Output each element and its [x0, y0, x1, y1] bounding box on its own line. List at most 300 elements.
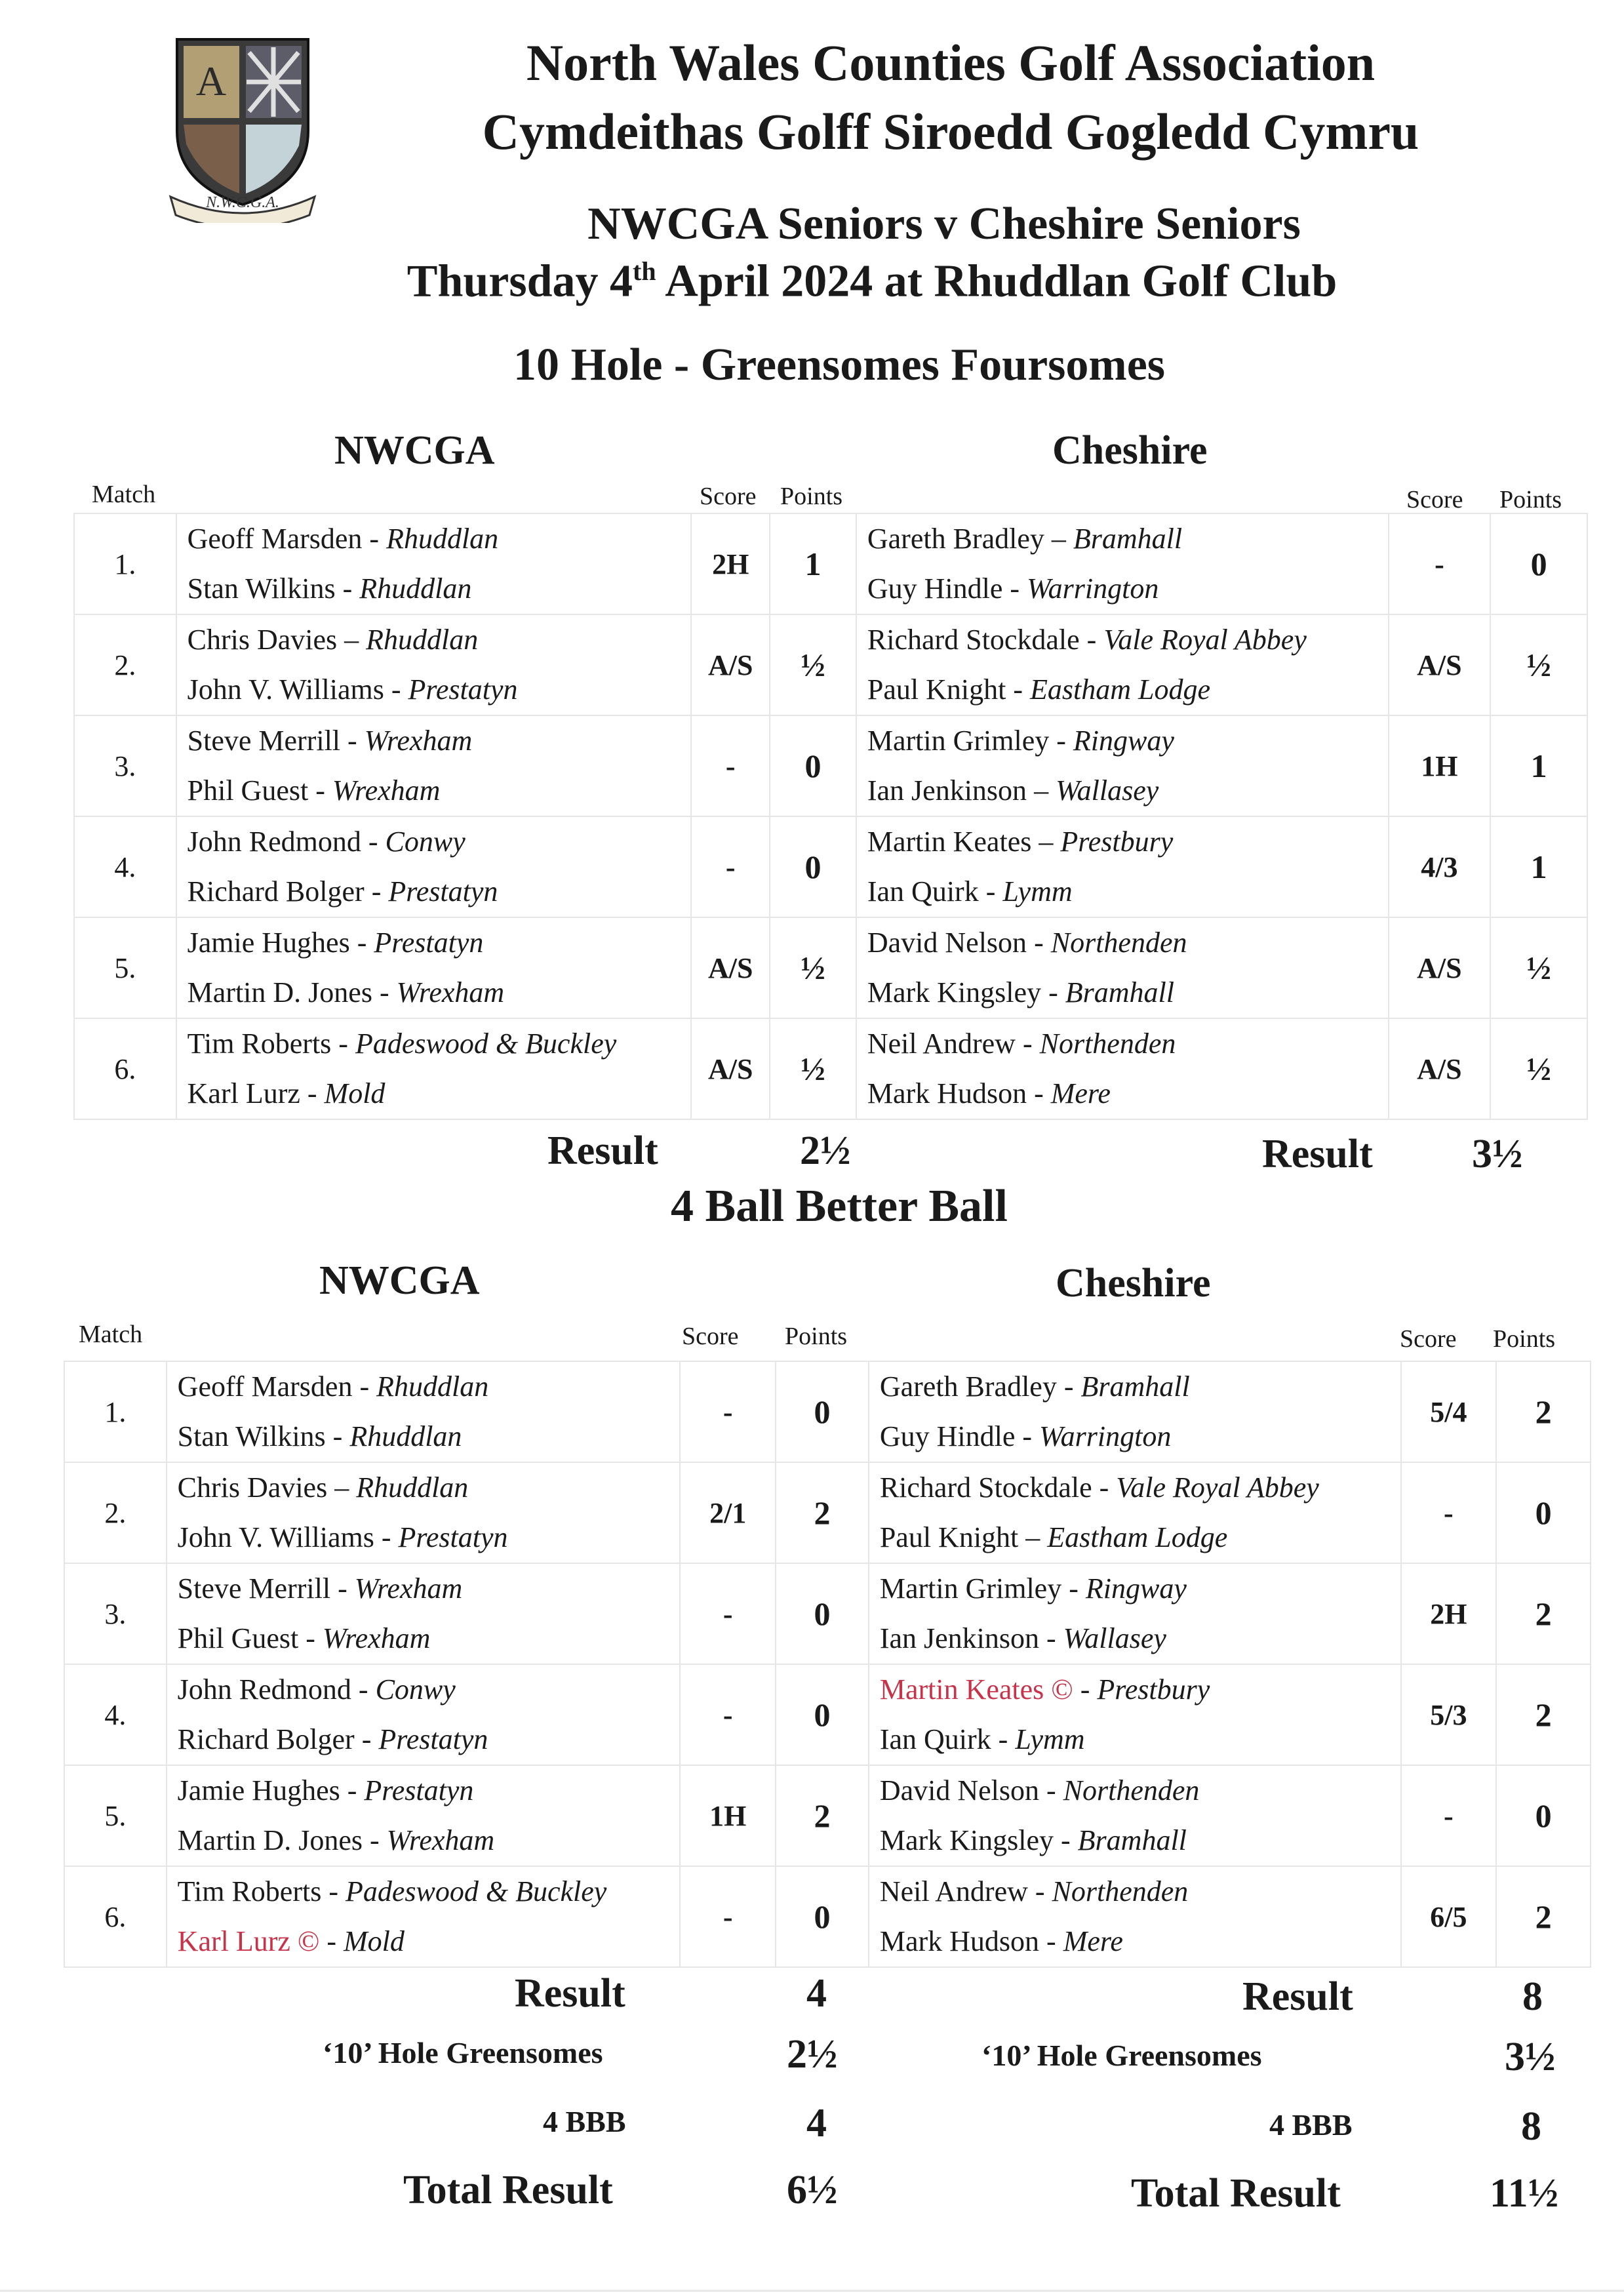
fourball-home-result-label: Result	[515, 1971, 625, 2016]
player-name: Stan Wilkins	[177, 1420, 326, 1452]
player-club: Conwy	[385, 826, 465, 858]
crest-motto-text: N.W.C.G.A.	[206, 194, 279, 211]
match-number: 3.	[74, 715, 176, 816]
name-separator: –	[327, 1471, 357, 1504]
match-row	[74, 614, 1587, 715]
name-separator: -	[340, 725, 365, 757]
fourball-away-points-col-header: Points	[1493, 1325, 1556, 1353]
player-club: Prestatyn	[388, 875, 498, 908]
greensomes-match-col-header: Match	[92, 481, 156, 508]
player-name: Karl Lurz	[187, 1077, 300, 1109]
home-score: 2/1	[680, 1462, 776, 1563]
away-points: 2	[1496, 1563, 1591, 1664]
summary-home-total-value: 6½	[787, 2168, 838, 2212]
player-entry	[880, 1665, 1400, 1715]
summary-away-bbb-value: 8	[1521, 2104, 1541, 2149]
player-entry	[188, 918, 691, 968]
player-entry	[880, 1715, 1400, 1765]
home-points: 2	[776, 1765, 869, 1866]
match-row	[64, 1462, 1591, 1563]
name-separator: -	[1061, 1572, 1086, 1605]
summary-away-bbb-label: 4 BBB	[1269, 2108, 1353, 2142]
name-separator: –	[1027, 774, 1056, 807]
player-entry	[867, 1069, 1388, 1119]
player-entry	[178, 1362, 680, 1412]
greensomes-home-result-label: Result	[547, 1128, 658, 1173]
player-name: Ian Jenkinson	[879, 1622, 1040, 1654]
player-name: John V. Williams	[187, 673, 384, 706]
player-club: Mold	[344, 1925, 405, 1957]
name-separator: -	[325, 1420, 350, 1452]
name-separator: -	[361, 826, 386, 858]
name-separator: –	[1031, 826, 1061, 858]
away-points: 2	[1496, 1664, 1591, 1765]
name-separator: -	[384, 673, 408, 706]
name-separator: -	[1092, 1471, 1117, 1504]
home-points: ½	[770, 1018, 856, 1119]
player-club: Ringway	[1073, 725, 1174, 757]
name-separator: -	[340, 1774, 365, 1806]
greensomes-home-points-col-header: Points	[780, 483, 843, 510]
association-title-english: North Wales Counties Golf Association	[526, 34, 1376, 91]
name-separator: -	[1056, 1370, 1081, 1403]
player-club: Prestbury	[1097, 1673, 1210, 1706]
home-pair	[176, 614, 692, 715]
player-entry	[178, 1614, 680, 1664]
greensomes-away-result-value: 3½	[1472, 1132, 1523, 1176]
home-pair	[167, 1563, 681, 1664]
player-entry	[880, 1766, 1400, 1816]
player-entry	[880, 1614, 1400, 1664]
player-name: John V. Williams	[177, 1521, 374, 1553]
player-name: Jamie Hughes	[187, 927, 350, 959]
home-score: A/S	[691, 917, 770, 1018]
name-separator: -	[319, 1925, 344, 1957]
away-pair	[869, 1563, 1401, 1664]
player-entry	[188, 1019, 691, 1069]
player-name: Mark Hudson	[879, 1925, 1040, 1957]
player-name: Richard Bolger	[177, 1723, 355, 1755]
summary-away-greensomes-label: ‘10’ Hole Greensomes	[981, 2039, 1262, 2072]
player-club: Eastham Lodge	[1029, 673, 1210, 706]
name-separator: -	[1049, 725, 1073, 757]
player-club: Lymm	[1015, 1723, 1085, 1755]
greensomes-home-team-heading: NWCGA	[334, 428, 495, 473]
match-title: NWCGA Seniors v Cheshire Seniors	[587, 199, 1301, 249]
away-pair	[856, 917, 1389, 1018]
home-score: -	[680, 1361, 776, 1462]
name-separator: -	[1002, 572, 1027, 605]
match-number: 6.	[64, 1866, 167, 1967]
player-entry	[178, 1665, 680, 1715]
player-name: Richard Stockdale	[879, 1471, 1092, 1504]
player-name: Tim Roberts	[177, 1875, 322, 1907]
match-row	[74, 816, 1587, 917]
player-club: Rhuddlan	[376, 1370, 489, 1403]
player-name: Tim Roberts	[187, 1028, 332, 1060]
player-name: Geoff Marsden	[177, 1370, 353, 1403]
match-row	[74, 715, 1587, 816]
match-row	[64, 1866, 1591, 1967]
away-pair	[856, 1018, 1389, 1119]
home-pair	[167, 1664, 681, 1765]
away-points: 2	[1496, 1866, 1591, 1967]
player-entry	[867, 968, 1388, 1018]
player-name: Phil Guest	[177, 1622, 299, 1654]
player-entry	[188, 564, 691, 614]
name-separator: -	[372, 976, 397, 1008]
away-points: 2	[1496, 1361, 1591, 1462]
greensomes-home-result-value: 2½	[800, 1128, 851, 1173]
name-separator: -	[991, 1723, 1016, 1755]
player-entry	[188, 1069, 691, 1119]
home-score: A/S	[691, 1018, 770, 1119]
player-club: Northenden	[1039, 1028, 1176, 1060]
nwcga-crest-logo	[157, 33, 328, 223]
greensomes-away-score-col-header: Score	[1406, 486, 1463, 513]
away-points: ½	[1490, 1018, 1587, 1119]
match-row	[64, 1563, 1591, 1664]
player-name: Ian Quirk	[879, 1723, 991, 1755]
greensomes-results-table	[73, 513, 1588, 1120]
player-entry	[188, 716, 691, 766]
match-number: 5.	[64, 1765, 167, 1866]
player-club: Prestatyn	[398, 1521, 508, 1553]
name-separator: -	[362, 1824, 387, 1856]
home-pair	[167, 1765, 681, 1866]
home-points: ½	[770, 917, 856, 1018]
name-separator: -	[364, 875, 389, 908]
player-name: John Redmond	[177, 1673, 351, 1706]
player-club: Wrexham	[332, 774, 441, 807]
player-entry	[867, 1019, 1388, 1069]
home-pair	[176, 917, 692, 1018]
home-pair	[176, 715, 692, 816]
fourball-home-points-col-header: Points	[785, 1323, 848, 1350]
match-row	[74, 513, 1587, 614]
player-name: Martin D. Jones	[177, 1824, 363, 1856]
name-separator: -	[978, 875, 1003, 908]
name-separator: -	[354, 1723, 379, 1755]
name-separator: -	[1015, 1420, 1040, 1452]
summary-home-bbb-value: 4	[806, 2101, 827, 2145]
away-pair	[856, 614, 1389, 715]
player-club: Lymm	[1002, 875, 1073, 908]
player-club: Prestatyn	[408, 673, 518, 706]
home-points: 0	[770, 816, 856, 917]
away-pair	[869, 1866, 1401, 1967]
player-club: Rhuddlan	[386, 523, 499, 555]
player-entry	[178, 1564, 680, 1614]
player-club: Rhuddlan	[349, 1420, 462, 1452]
player-entry	[867, 867, 1388, 917]
match-number: 1.	[64, 1361, 167, 1462]
home-score: 1H	[680, 1765, 776, 1866]
player-name: Stan Wilkins	[187, 572, 336, 605]
player-name: Paul Knight	[867, 673, 1006, 706]
match-row	[74, 1018, 1587, 1119]
away-pair	[869, 1462, 1401, 1563]
player-entry	[188, 867, 691, 917]
player-entry	[188, 968, 691, 1018]
name-separator: -	[351, 1673, 376, 1706]
name-separator: -	[1027, 927, 1051, 959]
svg-text:A: A	[195, 58, 227, 104]
player-name: Chris Davies	[187, 624, 338, 656]
player-name: Chris Davies	[177, 1471, 328, 1504]
greensomes-away-team-heading: Cheshire	[1052, 428, 1208, 473]
name-separator: -	[1041, 976, 1065, 1008]
fourball-results-table	[64, 1361, 1591, 1968]
player-club: Wrexham	[322, 1622, 431, 1654]
name-separator: -	[308, 774, 332, 807]
away-score: 5/3	[1401, 1664, 1497, 1765]
away-score: A/S	[1389, 1018, 1491, 1119]
summary-home-total-label: Total Result	[403, 2168, 613, 2212]
player-name: Steve Merrill	[187, 725, 341, 757]
name-separator: -	[1054, 1824, 1078, 1856]
player-club: Prestatyn	[378, 1723, 488, 1755]
match-number: 4.	[64, 1664, 167, 1765]
player-club: Padeswood & Buckley	[355, 1028, 617, 1060]
player-name: Martin Grimley	[867, 725, 1050, 757]
away-points: 0	[1496, 1462, 1591, 1563]
association-title-welsh: Cymdeithas Golff Siroedd Gogledd Cymru	[482, 103, 1419, 160]
player-club: Wallasey	[1063, 1622, 1166, 1654]
greensomes-away-result-label: Result	[1262, 1132, 1373, 1176]
away-score: A/S	[1389, 917, 1491, 1018]
name-separator: -	[1027, 1077, 1051, 1109]
player-name: Steve Merrill	[177, 1572, 331, 1605]
away-score: -	[1401, 1462, 1497, 1563]
player-name: Gareth Bradley	[879, 1370, 1057, 1403]
player-entry	[867, 564, 1388, 614]
player-entry	[867, 716, 1388, 766]
player-entry	[867, 615, 1388, 665]
player-entry	[867, 665, 1388, 715]
player-entry	[178, 1766, 680, 1816]
player-club: Wrexham	[396, 976, 505, 1008]
player-entry	[880, 1513, 1400, 1563]
home-pair	[176, 816, 692, 917]
player-entry	[867, 817, 1388, 867]
player-name: Richard Stockdale	[867, 624, 1080, 656]
fourball-home-score-col-header: Score	[682, 1323, 739, 1350]
player-club: Eastham Lodge	[1047, 1521, 1228, 1553]
away-score: 6/5	[1401, 1866, 1497, 1967]
player-entry	[867, 918, 1388, 968]
player-name: Guy Hindle	[867, 572, 1003, 605]
name-separator: -	[1006, 673, 1030, 706]
name-separator: -	[300, 1077, 325, 1109]
away-pair	[869, 1664, 1401, 1765]
player-entry	[178, 1816, 680, 1866]
player-entry	[188, 766, 691, 816]
player-name: David Nelson	[879, 1774, 1040, 1806]
player-club: Mere	[1063, 1925, 1123, 1957]
away-score: 1H	[1389, 715, 1491, 816]
player-club: Northenden	[1063, 1774, 1200, 1806]
name-separator: -	[1027, 1875, 1052, 1907]
home-score: -	[691, 816, 770, 917]
name-separator: –	[337, 624, 366, 656]
player-club: Rhuddlan	[366, 624, 479, 656]
greensomes-home-score-col-header: Score	[700, 483, 757, 510]
name-separator: -	[362, 523, 387, 555]
player-name: John Redmond	[187, 826, 361, 858]
match-row	[64, 1664, 1591, 1765]
match-number: 1.	[74, 513, 176, 614]
home-points: 1	[770, 513, 856, 614]
page-bottom-edge	[0, 2290, 1624, 2292]
player-name: Mark Kingsley	[879, 1824, 1054, 1856]
player-entry	[178, 1917, 680, 1966]
match-row	[64, 1361, 1591, 1462]
player-name: Guy Hindle	[879, 1420, 1016, 1452]
player-entry	[178, 1412, 680, 1462]
player-entry	[178, 1867, 680, 1917]
away-pair	[856, 816, 1389, 917]
player-entry	[178, 1513, 680, 1563]
player-name: Neil Andrew	[879, 1875, 1028, 1907]
home-score: -	[680, 1664, 776, 1765]
player-club: Wallasey	[1056, 774, 1159, 807]
player-name: Geoff Marsden	[187, 523, 363, 555]
player-name: Martin Grimley	[879, 1572, 1062, 1605]
home-pair	[167, 1361, 681, 1462]
player-club: Wrexham	[354, 1572, 463, 1605]
home-score: 2H	[691, 513, 770, 614]
match-number: 4.	[74, 816, 176, 917]
home-pair	[176, 513, 692, 614]
fourball-home-team-heading: NWCGA	[319, 1258, 480, 1303]
name-separator: -	[1039, 1925, 1063, 1957]
player-club: Rhuddlan	[359, 572, 472, 605]
player-name: Gareth Bradley	[867, 523, 1044, 555]
player-entry	[880, 1564, 1400, 1614]
greensomes-section-title: 10 Hole - Greensomes Foursomes	[513, 340, 1166, 390]
home-score: -	[680, 1563, 776, 1664]
summary-home-greensomes-label: ‘10’ Hole Greensomes	[323, 2036, 603, 2069]
home-points: 0	[776, 1361, 869, 1462]
player-club: Wrexham	[364, 725, 473, 757]
player-club: Prestbury	[1060, 826, 1174, 858]
player-club: Padeswood & Buckley	[345, 1875, 607, 1907]
away-pair	[869, 1765, 1401, 1866]
player-name: Mark Hudson	[867, 1077, 1027, 1109]
player-entry	[867, 514, 1388, 564]
name-separator: -	[1039, 1774, 1063, 1806]
match-row	[64, 1765, 1591, 1866]
player-entry	[880, 1816, 1400, 1866]
away-pair	[856, 715, 1389, 816]
away-score: -	[1389, 513, 1491, 614]
player-entry	[188, 615, 691, 665]
player-club: Northenden	[1050, 927, 1187, 959]
match-date-venue: Thursday 4th April 2024 at Rhuddlan Golf Club	[406, 256, 1337, 307]
player-name: Karl Lurz ©	[177, 1925, 320, 1957]
away-pair	[856, 513, 1389, 614]
away-score: -	[1401, 1765, 1497, 1866]
away-points: 0	[1490, 513, 1587, 614]
away-points: 1	[1490, 816, 1587, 917]
home-score: -	[680, 1866, 776, 1967]
home-points: 0	[770, 715, 856, 816]
name-separator: -	[330, 1572, 355, 1605]
away-score: 4/3	[1389, 816, 1491, 917]
fourball-away-result-label: Result	[1242, 1974, 1353, 2019]
fourball-away-result-value: 8	[1522, 1974, 1543, 2019]
name-separator: –	[1044, 523, 1073, 555]
player-name: Neil Andrew	[867, 1028, 1016, 1060]
home-score: A/S	[691, 614, 770, 715]
home-points: 0	[776, 1866, 869, 1967]
player-entry	[188, 514, 691, 564]
fourball-section-title: 4 Ball Better Ball	[671, 1181, 1008, 1231]
away-pair	[869, 1361, 1401, 1462]
player-club: Vale Royal Abbey	[1116, 1471, 1319, 1504]
summary-home-greensomes-value: 2½	[787, 2032, 838, 2077]
name-separator: -	[1015, 1028, 1040, 1060]
fourball-home-result-value: 4	[806, 1971, 827, 2016]
player-entry	[867, 766, 1388, 816]
player-entry	[188, 665, 691, 715]
player-entry	[178, 1715, 680, 1765]
home-score: -	[691, 715, 770, 816]
player-club: Warrington	[1027, 572, 1159, 605]
summary-away-total-value: 11½	[1490, 2171, 1559, 2216]
player-name: Martin D. Jones	[187, 976, 372, 1008]
name-separator: -	[352, 1370, 377, 1403]
name-separator: –	[1018, 1521, 1048, 1553]
player-club: Northenden	[1052, 1875, 1189, 1907]
match-number: 2.	[64, 1462, 167, 1563]
player-name: Mark Kingsley	[867, 976, 1042, 1008]
name-separator: -	[321, 1875, 346, 1907]
fourball-match-col-header: Match	[79, 1321, 143, 1348]
player-club: Bramhall	[1080, 1370, 1190, 1403]
player-entry	[178, 1463, 680, 1513]
player-club: Bramhall	[1073, 523, 1183, 555]
name-separator: -	[349, 927, 374, 959]
player-name: Jamie Hughes	[177, 1774, 340, 1806]
match-row	[74, 917, 1587, 1018]
summary-away-total-label: Total Result	[1131, 2171, 1341, 2216]
player-entry	[880, 1463, 1400, 1513]
player-name: Phil Guest	[187, 774, 309, 807]
player-club: Mere	[1050, 1077, 1111, 1109]
away-score: A/S	[1389, 614, 1491, 715]
away-points: ½	[1490, 917, 1587, 1018]
player-entry	[880, 1412, 1400, 1462]
player-club: Ringway	[1085, 1572, 1187, 1605]
player-name: Martin Keates	[867, 826, 1032, 858]
name-separator: -	[1079, 624, 1104, 656]
home-points: 0	[776, 1563, 869, 1664]
summary-home-bbb-label: 4 BBB	[543, 2105, 626, 2138]
player-name: Richard Bolger	[187, 875, 365, 908]
home-pair	[167, 1866, 681, 1967]
player-club: Bramhall	[1077, 1824, 1187, 1856]
fourball-away-team-heading: Cheshire	[1056, 1261, 1211, 1306]
player-club: Warrington	[1039, 1420, 1172, 1452]
player-name: Paul Knight	[879, 1521, 1019, 1553]
player-club: Vale Royal Abbey	[1103, 624, 1307, 656]
match-number: 3.	[64, 1563, 167, 1664]
home-points: ½	[770, 614, 856, 715]
match-number: 6.	[74, 1018, 176, 1119]
away-points: ½	[1490, 614, 1587, 715]
